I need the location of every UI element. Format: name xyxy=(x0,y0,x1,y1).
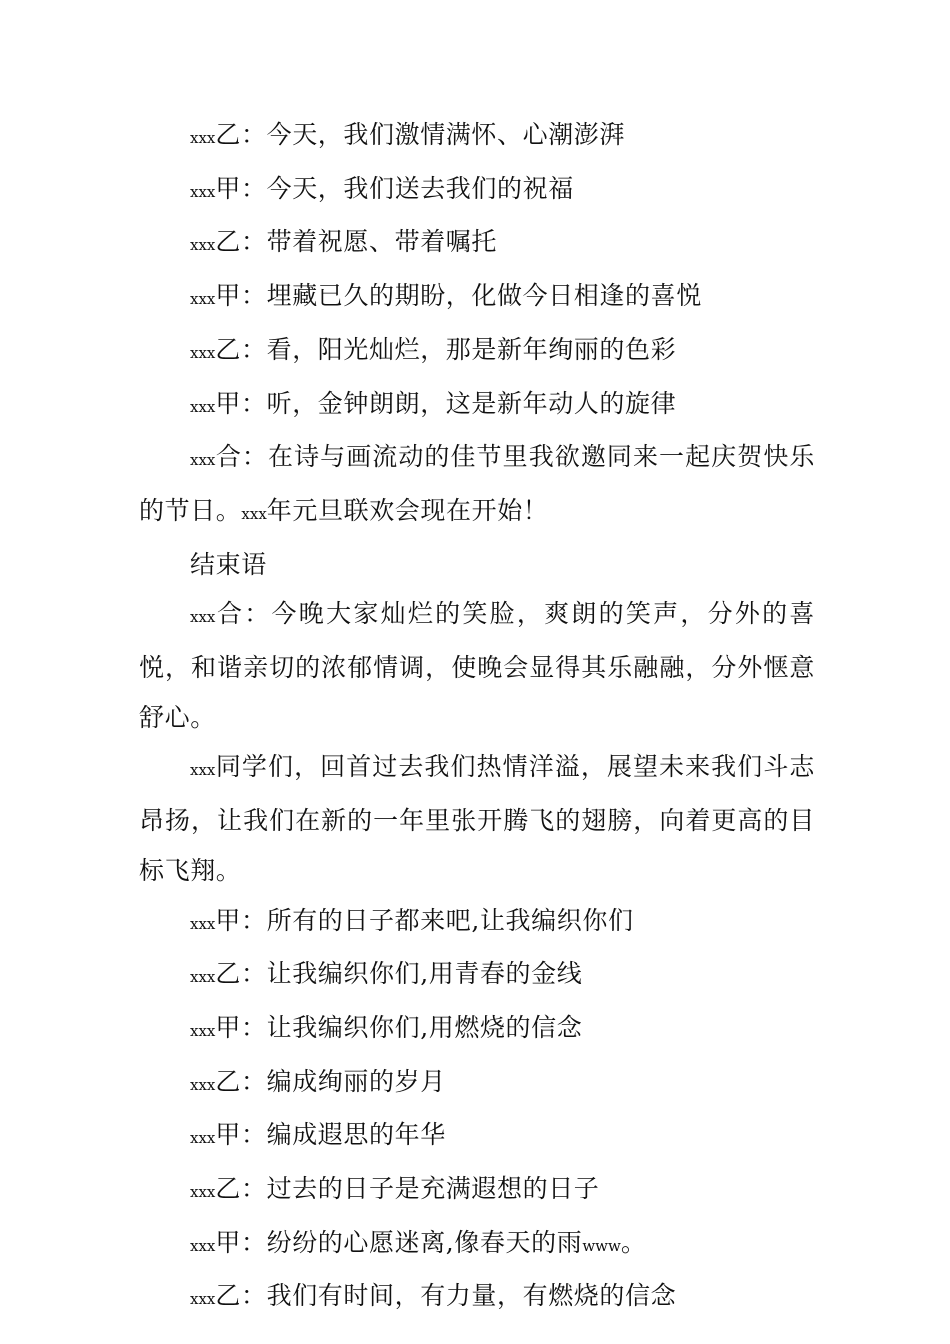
dialogue-line xyxy=(139,896,815,950)
dialogue-text: 乙：过去的日子是充满遐想的日子 xyxy=(215,1174,600,1204)
speaker-label: xxx xyxy=(190,968,216,987)
dialogue-text: 甲：埋藏已久的期盼，化做今日相逢的喜悦 xyxy=(215,281,702,311)
speaker-label: xxx xyxy=(190,1075,216,1094)
speaker-label: xxx xyxy=(190,1129,216,1148)
speaker-label: xxx xyxy=(190,451,216,470)
dialogue-line xyxy=(139,1057,815,1111)
speaker-label: xxx xyxy=(190,182,216,201)
dialogue-text: 乙：让我编织你们,用青春的金线 xyxy=(215,959,583,989)
speaker-label: xxx xyxy=(190,343,216,362)
speaker-label: xxx xyxy=(190,1236,216,1255)
document-body xyxy=(139,110,815,1325)
dialogue-line xyxy=(139,217,815,271)
dialogue-text: 乙：编成绚丽的岁月 xyxy=(215,1066,446,1096)
dialogue-line xyxy=(139,164,815,218)
dialogue-text: 甲：让我编织你们,用燃烧的信念 xyxy=(215,1012,583,1042)
opening-joint-paragraph xyxy=(139,432,815,539)
speaker-label: xxx xyxy=(190,129,216,147)
speaker-label: xxx xyxy=(190,290,216,309)
closing-students-paragraph xyxy=(139,742,815,895)
speaker-label: xxx xyxy=(190,914,216,933)
dialogue-line xyxy=(139,1164,815,1218)
rain-mark: www xyxy=(582,1236,621,1255)
dialogue-line xyxy=(139,1003,815,1057)
speaker-label: xxx xyxy=(190,236,216,255)
speaker-label: xxx xyxy=(190,1021,216,1040)
dialogue-line xyxy=(139,325,815,379)
paragraph-text: 合：今晚大家灿烂的笑脸，爽朗的笑声，分外的喜悦，和谐亲切的浓郁情调，使晚会显得其乐融融，分外惬意舒心。 xyxy=(139,599,815,732)
dialogue-line xyxy=(139,271,815,325)
dialogue-line xyxy=(139,1218,815,1272)
dialogue-text-end: 。 xyxy=(620,1227,647,1257)
dialogue-line xyxy=(139,1271,815,1325)
dialogue-text: 甲：今天，我们送去我们的祝福 xyxy=(215,173,574,203)
speaker-label: xxx xyxy=(190,1183,216,1202)
dialogue-text: 甲：纷纷的心愿迷离,像春天的雨 xyxy=(215,1227,583,1257)
dialogue-text: 甲：编成遐思的年华 xyxy=(215,1120,446,1150)
speaker-label: xxx xyxy=(190,608,216,627)
closing-joint-paragraph xyxy=(139,589,815,742)
speaker-label: xxx xyxy=(190,1290,216,1309)
dialogue-text: 甲：所有的日子都来吧,让我编织你们 xyxy=(215,905,634,935)
dialogue-text: 乙：看，阳光灿烂，那是新年绚丽的色彩 xyxy=(215,334,677,364)
dialogue-line xyxy=(139,949,815,1003)
dialogue-text: 乙：我们有时间，有力量，有燃烧的信念 xyxy=(215,1281,677,1311)
year-placeholder: xxx xyxy=(241,504,267,523)
paragraph-text: 同学们，回首过去我们热情洋溢，展望未来我们斗志昂扬，让我们在新的一年里张开腾飞的翅膀，向着更高的目标飞翔。 xyxy=(139,752,815,885)
dialogue-text: 乙：带着祝愿、带着嘱托 xyxy=(215,227,497,257)
paragraph-text: 合：在诗与画流动的佳节里我欲邀同来一起庆贺快乐的节日。 xyxy=(139,442,815,525)
speaker-label: xxx xyxy=(190,761,216,780)
speaker-label: xxx xyxy=(190,397,216,416)
dialogue-line xyxy=(139,1110,815,1164)
dialogue-text: 乙：今天，我们激情满怀、心潮澎湃 xyxy=(215,120,625,149)
paragraph-text-end: 年元旦联欢会现在开始！ xyxy=(266,495,549,525)
section-heading: 结束语 xyxy=(190,549,267,579)
dialogue-line xyxy=(139,110,815,164)
dialogue-line xyxy=(139,379,815,433)
dialogue-text: 甲：听，金钟朗朗，这是新年动人的旋律 xyxy=(215,388,677,418)
